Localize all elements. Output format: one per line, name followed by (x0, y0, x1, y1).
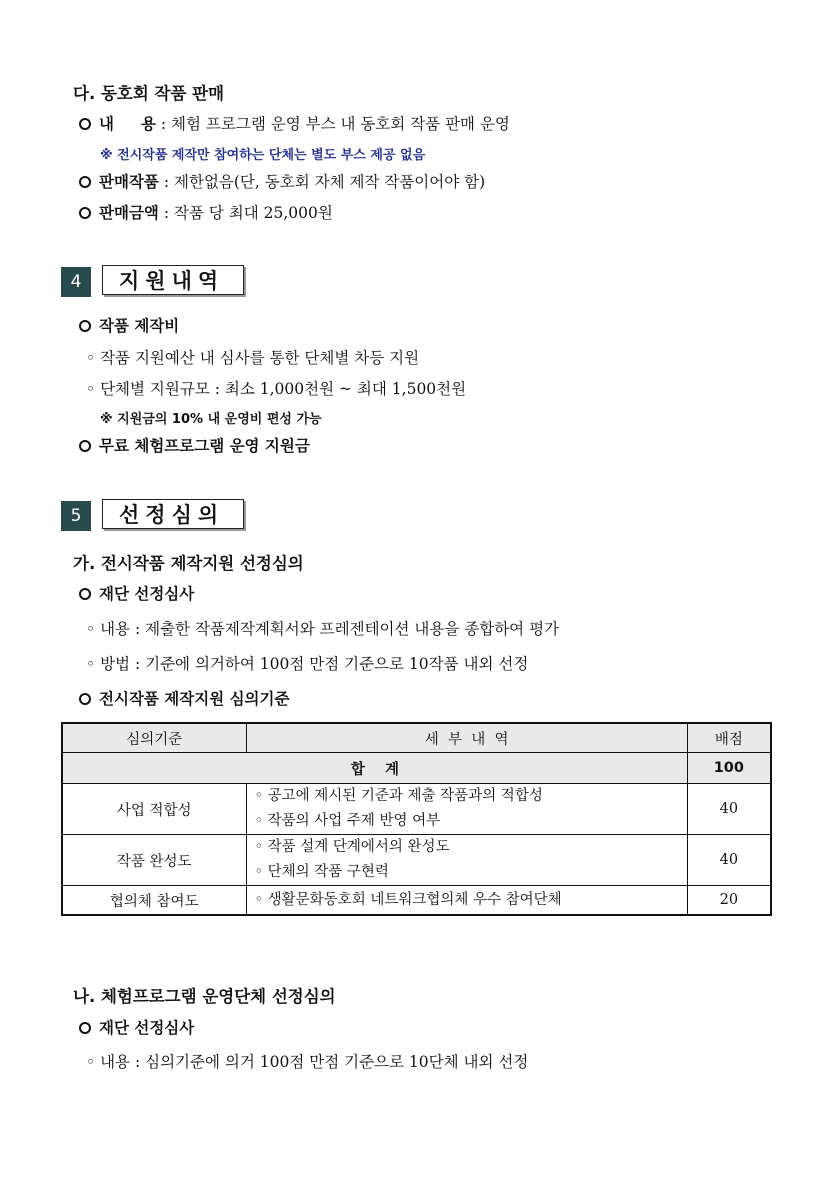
na-bullet1: ◦ 내용 : 심의기준에 의거 100점 만점 기준으로 10단체 내외 선정 (86, 1053, 529, 1071)
section4-number: 4 (61, 267, 91, 297)
circle-bullet-icon (79, 118, 91, 130)
section5-title: 선정심의 (102, 499, 244, 529)
section-ga-title: 가. 전시작품 제작지원 선정심의 (73, 554, 304, 573)
s4-item1 (79, 314, 179, 336)
da-items-label: 판매작품 (99, 173, 159, 191)
total-label: 합 계 (62, 753, 687, 784)
da-note: ※ 전시작품 제작만 참여하는 단체는 별도 부스 제공 없음 (100, 148, 426, 163)
s4-bullet2: ◦ 단체별 지원규모 : 최소 1,000천원 ~ 최대 1,500천원 (86, 380, 467, 398)
table-row (62, 835, 771, 886)
table-row (62, 784, 771, 835)
da-content-text: : 체험 프로그램 운영 부스 내 동호회 작품 판매 운영 (160, 115, 510, 133)
da-price-text: : 작품 당 최대 25,000원 (163, 204, 333, 222)
section4-title: 지원내역 (102, 265, 244, 295)
circle-bullet-icon (79, 320, 91, 332)
detail-line: ◦ 작품 설계 단계에서의 완성도 (254, 839, 450, 855)
ga-item1-text: 재단 선정심사 (99, 585, 195, 603)
row-score: 40 (687, 784, 771, 835)
da-content-label: 내 용 (99, 115, 156, 133)
section-na-title: 나. 체험프로그램 운영단체 선정심의 (73, 987, 336, 1006)
s4-item2 (79, 434, 310, 456)
row-details (246, 784, 687, 835)
row-score: 40 (687, 835, 771, 886)
row-details (246, 886, 687, 916)
s4-item2-text: 무료 체험프로그램 운영 지원금 (99, 437, 310, 455)
circle-bullet-icon (79, 440, 91, 452)
table-row (62, 886, 771, 916)
da-items-text: : 제한없음(단, 동호회 자체 제작 작품이어야 함) (163, 173, 486, 191)
circle-bullet-icon (79, 176, 91, 188)
s4-item1-text: 작품 제작비 (99, 317, 180, 335)
detail-line: ◦ 공고에 제시된 기준과 제출 작품과의 적합성 (254, 788, 543, 804)
ga-item2-text: 전시작품 제작지원 심의기준 (99, 690, 290, 708)
header-score: 배점 (687, 723, 771, 753)
row-criterion: 협의체 참여도 (62, 886, 246, 916)
section-da-title: 다. 동호회 작품 판매 (73, 84, 225, 103)
table-total-row (62, 753, 771, 784)
total-score: 100 (687, 753, 771, 784)
circle-bullet-icon (79, 588, 91, 600)
row-criterion: 사업 적합성 (62, 784, 246, 835)
na-item1-text: 재단 선정심사 (99, 1019, 195, 1037)
section5-number: 5 (61, 501, 91, 531)
circle-bullet-icon (79, 207, 91, 219)
da-price-label: 판매금액 (99, 204, 159, 222)
row-score: 20 (687, 886, 771, 916)
ga-bullet2: ◦ 방법 : 기준에 의거하여 100점 만점 기준으로 10작품 내외 선정 (86, 655, 529, 673)
s4-bullet1: ◦ 작품 지원예산 내 심사를 통한 단체별 차등 지원 (86, 349, 420, 367)
detail-line: ◦ 생활문화동호회 네트워크협의체 우수 참여단체 (254, 891, 562, 908)
detail-line: ◦ 작품의 사업 주제 반영 여부 (254, 813, 441, 829)
circle-bullet-icon (79, 1022, 91, 1034)
da-price-line (79, 201, 333, 223)
row-details (246, 835, 687, 886)
ga-bullet1: ◦ 내용 : 제출한 작품제작계획서와 프레젠테이션 내용을 종합하여 평가 (86, 620, 560, 638)
s4-note: ※ 지원금의 10% 내 운영비 편성 가능 (100, 412, 322, 427)
ga-item1 (79, 582, 194, 604)
header-details: 세 부 내 역 (246, 723, 687, 753)
row-criterion: 작품 완성도 (62, 835, 246, 886)
da-items-line (79, 170, 485, 192)
detail-line: ◦ 단체의 작품 구현력 (254, 864, 389, 880)
header-criterion: 심의기준 (62, 723, 246, 753)
da-content-line (79, 112, 510, 134)
ga-item2 (79, 687, 289, 709)
criteria-table (61, 722, 772, 916)
circle-bullet-icon (79, 693, 91, 705)
na-item1 (79, 1016, 194, 1038)
table-header-row (62, 723, 771, 753)
